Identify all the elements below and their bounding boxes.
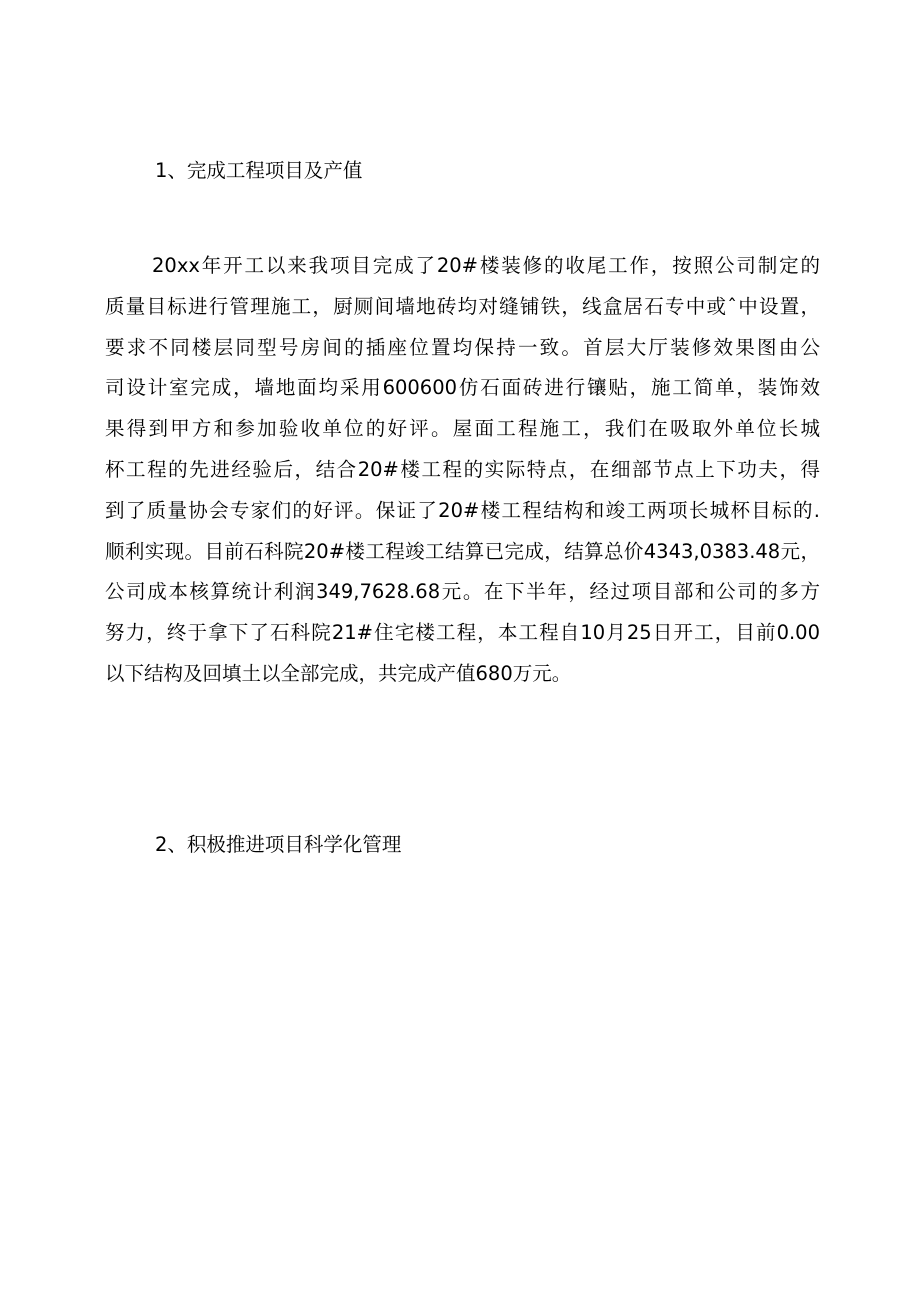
paragraph-line: 司设计室完成，墙地面均采用600600仿石面砖进行镶贴，施工简单，装饰效: [105, 376, 820, 400]
paragraph-line: 努力，终于拿下了石科院21#住宅楼工程，本工程自10月25日开工，目前0.00: [105, 621, 820, 645]
paragraph-line: 质量目标进行管理施工，厨厕间墙地砖均对缝铺铁，线盒居石专中或ˆ中设置，: [105, 294, 820, 318]
paragraph-line: 到了质量协会专家们的好评。保证了20#楼工程结构和竣工两项长城杯目标的.: [105, 498, 820, 522]
section-1-paragraph: [105, 246, 820, 695]
paragraph-line: 以下结构及回填土以全部完成，共完成产值680万元。: [105, 661, 572, 685]
paragraph-line: 杯工程的先进经验后，结合20#楼工程的实际特点，在细部节点上下功夫，得: [105, 457, 820, 481]
paragraph-line: 公司成本核算统计利润349,7628.68元。在下半年，经过项目部和公司的多方: [105, 580, 820, 604]
paragraph-line: 果得到甲方和参加验收单位的好评。屋面工程施工，我们在吸取外单位长城: [105, 417, 820, 441]
paragraph-line: 20xx年开工以来我项目完成了20#楼装修的收尾工作，按照公司制定的: [152, 254, 820, 277]
paragraph-line: 要求不同楼层同型号房间的插座位置均保持一致。首层大厅装修效果图由公: [105, 335, 820, 359]
section-heading-1: 1、完成工程项目及产值: [155, 159, 363, 182]
section-heading-2: 2、积极推进项目科学化管理: [155, 833, 402, 856]
paragraph-line: 顺利实现。目前石科院20#楼工程竣工结算已完成，结算总价4343,0383.48元，: [105, 539, 820, 563]
